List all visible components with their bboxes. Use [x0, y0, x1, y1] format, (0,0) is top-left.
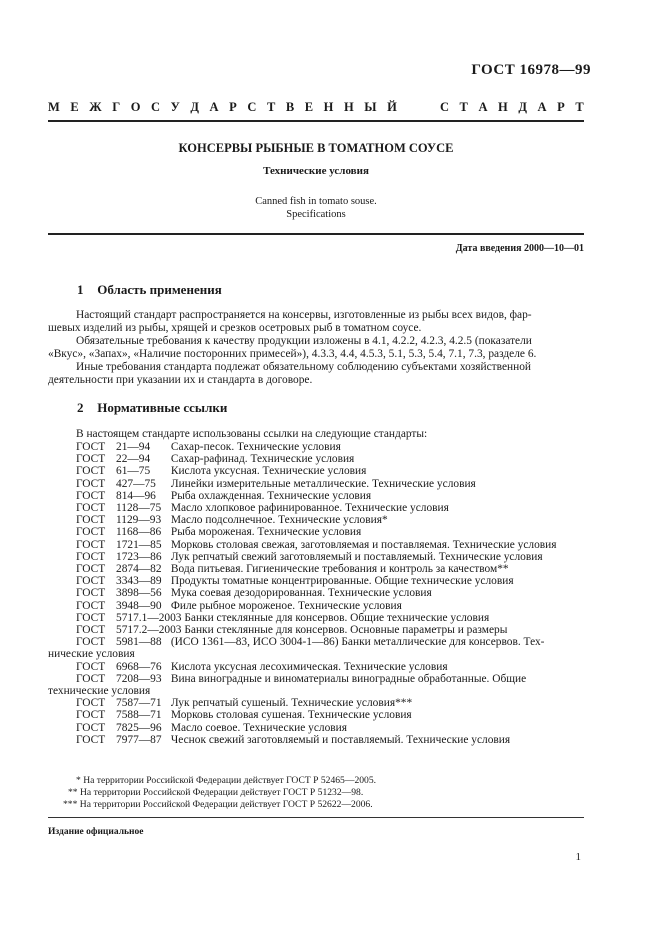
middle-rule	[48, 233, 584, 235]
reference-title: Банки стеклянные для консервов. Общие технические условия	[184, 611, 490, 624]
reference-title: Масло соевое. Технические условия	[170, 721, 347, 734]
reference-standard-prefix: ГОСТ	[76, 697, 106, 710]
reference-standard-prefix: ГОСТ	[76, 489, 106, 502]
reference-standard-prefix: ГОСТ	[76, 514, 106, 527]
section-title: Нормативные ссылки	[97, 400, 228, 415]
reference-title: Кислота уксусная. Технические условия	[170, 465, 367, 478]
reference-title: Вода питьевая. Гигиенические требования и контроль за качеством**	[170, 563, 509, 576]
section-title: Область применения	[97, 282, 222, 297]
reference-standard-prefix: ГОСТ	[76, 502, 106, 515]
reference-standard-prefix: ГОСТ	[76, 733, 106, 746]
reference-title: (ИСО 1361—83, ИСО 3004-1—86) Банки металлические для консервов. Тех-	[170, 636, 545, 649]
reference-standard-prefix: ГОСТ	[76, 599, 106, 612]
reference-title: Кислота уксусная лесохимическая. Технические условия	[170, 660, 448, 673]
reference-item	[76, 575, 582, 587]
reference-number: 3948—90	[116, 599, 162, 612]
interstate-standard-heading	[48, 100, 584, 115]
reference-title: Рыба охлажденная. Технические условия	[170, 489, 372, 502]
reference-standard-prefix: ГОСТ	[76, 441, 106, 453]
heading-letter: М	[48, 100, 60, 114]
reference-title: Масло хлопковое рафинированное. Технические условия	[170, 502, 449, 515]
reference-item	[76, 612, 582, 624]
reference-standard-prefix: ГОСТ	[76, 660, 106, 673]
heading-letter: Р	[557, 100, 565, 114]
reference-title: Линейки измерительные металлические. Технические условия	[170, 477, 476, 490]
reference-title: Вина виноградные и виноматериалы виноградные обработанные. Общие	[170, 672, 527, 685]
reference-item	[76, 709, 582, 721]
reference-standard-prefix: ГОСТ	[76, 575, 106, 588]
heading-letter: Р	[229, 100, 237, 114]
reference-item	[76, 600, 582, 612]
reference-number: 3898—56	[116, 587, 162, 600]
heading-letter: С	[151, 100, 161, 114]
heading-letter: В	[285, 100, 295, 114]
reference-item	[76, 563, 582, 575]
footnote: ** На территории Российской Федерации действует ГОСТ Р 51232—98.	[68, 787, 364, 798]
reference-number: 427—75	[116, 477, 156, 490]
heading-letter: Е	[304, 100, 314, 114]
reference-title: Лук репчатый сушеный. Технические условия***	[170, 697, 413, 710]
reference-standard-prefix: ГОСТ	[76, 477, 106, 490]
reference-item	[76, 526, 582, 538]
heading-letter: Д	[190, 100, 199, 114]
footnotes	[48, 775, 582, 811]
reference-item	[76, 697, 582, 709]
reference-item	[76, 465, 582, 477]
reference-number: 1129—93	[116, 514, 162, 527]
reference-title: Лук репчатый свежий заготовляемый и поставляемый. Технические условия	[170, 550, 543, 563]
reference-title: Мука соевая дезодорированная. Технические условия	[170, 587, 432, 600]
reference-number: 6968—76	[116, 660, 162, 673]
english-title-line: Specifications	[286, 209, 346, 220]
reference-standard-prefix: ГОСТ	[76, 709, 106, 722]
reference-title: Продукты томатные концентрированные. Общие технические условия	[170, 575, 514, 588]
reference-number: 7588—71	[116, 709, 162, 722]
heading-letter: Т	[266, 100, 276, 114]
reference-continuation: нические условия	[48, 648, 135, 661]
reference-number: 21—94	[116, 441, 151, 453]
reference-number: 22—94	[116, 453, 151, 466]
gost-code: ГОСТ 16978—99	[471, 62, 591, 78]
heading-letter: О	[130, 100, 141, 114]
heading-letter: Н	[323, 100, 334, 114]
heading-letter: А	[478, 100, 488, 114]
reference-number: 7977—87	[116, 733, 162, 746]
heading-letter: Д	[518, 100, 527, 114]
reference-number: 7587—71	[116, 697, 162, 710]
paragraph: Иные требования стандарта подлежат обязательному соблюдению субъектами хозяйственной	[76, 361, 532, 373]
reference-item	[76, 478, 582, 490]
footnote: *** На территории Российской Федерации действует ГОСТ Р 52622—2006.	[63, 799, 373, 810]
reference-number: 61—75	[116, 465, 151, 478]
reference-item	[76, 453, 582, 465]
reference-number: 1723—86	[116, 550, 162, 563]
english-title	[48, 195, 584, 221]
heading-letter: Т	[459, 100, 468, 114]
top-rule	[48, 120, 584, 122]
heading-letter: А	[537, 100, 547, 114]
reference-number: 1721—85	[116, 538, 162, 551]
heading-letter: Н	[498, 100, 508, 114]
reference-title: Сахар-рафинад. Технические условия	[170, 453, 355, 466]
reference-number: 5717.2—2003	[116, 624, 182, 637]
reference-item	[76, 587, 582, 599]
heading-letter: Й	[387, 100, 397, 114]
bottom-rule	[48, 817, 584, 818]
reference-item	[76, 441, 582, 453]
reference-item	[76, 514, 582, 526]
edition-label: Издание официальное	[48, 827, 144, 837]
document-title: КОНСЕРВЫ РЫБНЫЕ В ТОМАТНОМ СОУСЕ	[178, 141, 454, 155]
heading-letter: Е	[70, 100, 79, 114]
reference-title: Банки стеклянные для консервов. Основные параметры и размеры	[184, 624, 508, 637]
section-2-heading	[77, 400, 227, 416]
paragraph: Обязательные требования к качеству продукции изложены в 4.1, 4.2.2, 4.2.3, 4.2.5 (показатели	[76, 335, 532, 347]
reference-item	[76, 502, 582, 514]
heading-letter: Ы	[364, 100, 377, 114]
reference-number: 1128—75	[116, 502, 162, 515]
reference-item	[76, 722, 582, 734]
reference-number: 2874—82	[116, 563, 162, 576]
reference-list	[48, 441, 582, 746]
reference-number: 7208—93	[116, 672, 162, 685]
section-1-heading	[77, 282, 222, 298]
heading-letter: У	[170, 100, 180, 114]
heading-letter: Т	[575, 100, 584, 114]
reference-item	[76, 734, 582, 746]
reference-standard-prefix: ГОСТ	[76, 453, 106, 466]
heading-letter: А	[209, 100, 219, 114]
page-number: 1	[575, 851, 581, 863]
reference-standard-prefix: ГОСТ	[76, 526, 106, 539]
document-subtitle: Технические условия	[263, 165, 369, 177]
reference-item	[76, 624, 582, 636]
paragraph-continuation: шевых изделий из рыбы, хрящей и срезков осетровых рыб в томатном соусе.	[48, 322, 422, 334]
reference-item	[76, 539, 582, 551]
footnote: * На территории Российской Федерации действует ГОСТ Р 52465—2005.	[76, 775, 377, 786]
heading-letter: Ж	[89, 100, 102, 114]
reference-number: 5981—88	[116, 636, 162, 649]
heading-gap	[407, 100, 429, 115]
paragraph-continuation: «Вкус», «Запах», «Наличие посторонних примесей»), 4.3.3, 4.4, 4.5.3, 5.1, 5.3, 5.4, 7.1, 7.3, разделе 6.	[48, 348, 537, 360]
section-number: 2	[77, 400, 84, 415]
reference-item	[76, 490, 582, 502]
reference-title: Масло подсолнечное. Технические условия*	[170, 514, 388, 527]
paragraph: Настоящий стандарт распространяется на консервы, изготовленные из рыбы всех видов, фар-	[76, 309, 532, 321]
reference-standard-prefix: ГОСТ	[76, 563, 106, 576]
reference-standard-prefix: ГОСТ	[76, 611, 106, 624]
reference-title: Морковь столовая сушеная. Технические условия	[170, 709, 412, 722]
heading-letter: Н	[343, 100, 354, 114]
reference-item	[76, 673, 582, 685]
reference-standard-prefix: ГОСТ	[76, 624, 106, 637]
reference-standard-prefix: ГОСТ	[76, 672, 106, 685]
reference-title: Филе рыбное мороженое. Технические условия	[170, 599, 402, 612]
reference-standard-prefix: ГОСТ	[76, 550, 106, 563]
introduction-date: Дата введения 2000—10—01	[455, 243, 584, 254]
reference-number: 5717.1—2003	[116, 611, 182, 624]
reference-number: 814—96	[116, 489, 156, 502]
reference-item	[76, 636, 582, 648]
reference-standard-prefix: ГОСТ	[76, 721, 106, 734]
heading-letter: С	[439, 100, 449, 114]
english-title-line: Canned fish in tomato souse.	[255, 196, 377, 207]
reference-title: Рыба мороженая. Технические условия	[170, 526, 362, 539]
reference-continuation: технические условия	[48, 685, 151, 698]
reference-number: 1168—86	[116, 526, 162, 539]
paragraph-continuation: деятельности при указании их и стандарта в договоре.	[48, 374, 313, 386]
reference-item	[76, 661, 582, 673]
reference-standard-prefix: ГОСТ	[76, 587, 106, 600]
reference-title: Морковь столовая свежая, заготовляемая и поставляемая. Технические условия	[170, 538, 557, 551]
reference-title: Чеснок свежий заготовляемый и поставляемый. Технические условия	[170, 733, 511, 746]
reference-item	[76, 551, 582, 563]
reference-number: 3343—89	[116, 575, 162, 588]
heading-letter: Г	[112, 100, 121, 114]
references-lead: В настоящем стандарте использованы ссылки на следующие стандарты:	[76, 428, 428, 440]
reference-title: Сахар-песок. Технические условия	[170, 441, 341, 453]
reference-standard-prefix: ГОСТ	[76, 636, 106, 649]
heading-letter: С	[247, 100, 257, 114]
reference-standard-prefix: ГОСТ	[76, 465, 106, 478]
reference-number: 7825—96	[116, 721, 162, 734]
reference-standard-prefix: ГОСТ	[76, 538, 106, 551]
section-number: 1	[77, 282, 84, 297]
